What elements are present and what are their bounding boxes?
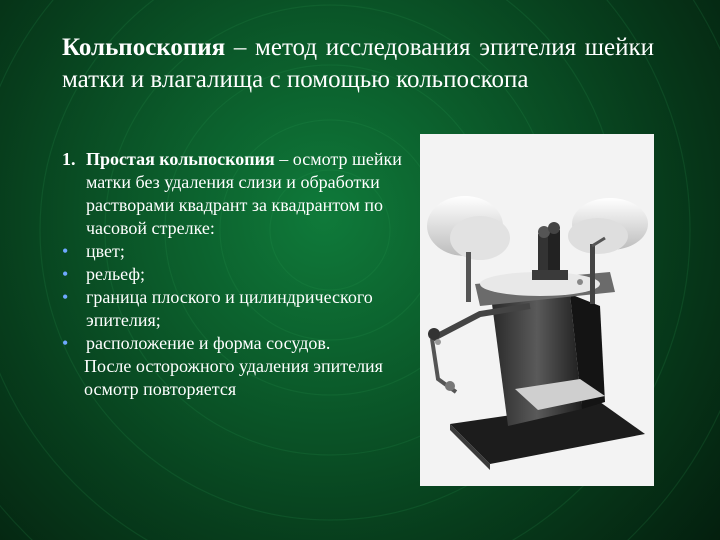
item-number: 1. [62,149,76,169]
bullet-icon: • [62,333,69,353]
list-item-text: расположение и форма сосудов. [86,333,331,353]
list-item-text: рельеф; [86,264,146,284]
list-item-text: цвет; [86,241,125,261]
slide-title [62,32,654,96]
bullet-list [62,240,412,355]
colposcope-chair-photo [420,134,654,486]
bullet-icon: • [62,264,69,284]
bullet-icon: • [62,287,69,307]
closing-note: После осторожного удаления эпителия осмотр повторяется [84,356,383,399]
numbered-item-1 [62,148,412,240]
list-item [62,263,412,286]
list-item-text: граница плоского и цилиндрического эпителия; [86,287,373,330]
list-item [62,286,412,332]
slide-body [62,148,412,401]
list-item [62,332,412,355]
title-definition: – метод исследования эпителия шейки матки и влагалища с помощью кольпоскопа [62,34,654,93]
item-bold-term: Простая кольпоскопия [86,149,275,169]
item-description: – осмотр шейки матки без удаления слизи и обработки растворами квадрант за квадрантом по часовой стрелке: [86,149,402,238]
list-item [62,240,412,263]
title-bold-term: Кольпоскопия [62,34,226,61]
colposcope-chair-icon [420,134,654,486]
bullet-icon: • [62,241,69,261]
